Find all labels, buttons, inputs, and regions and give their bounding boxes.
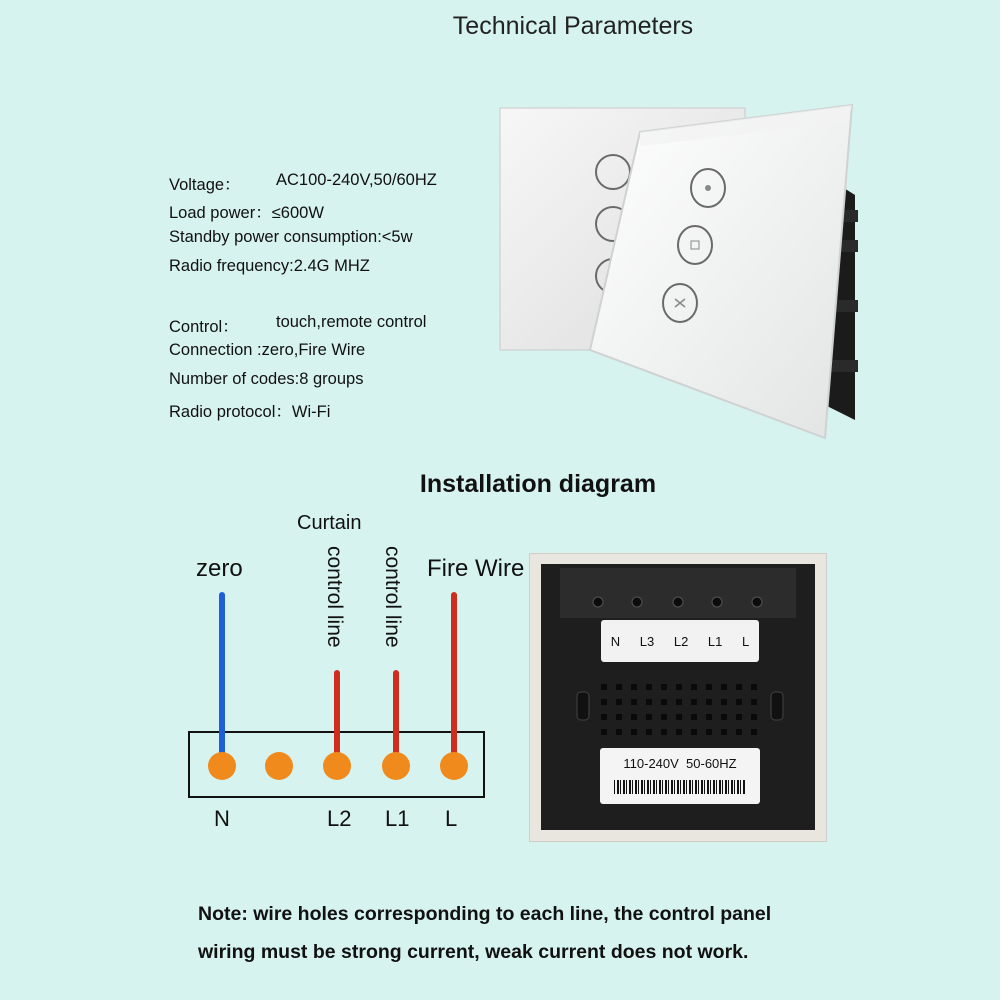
spec-connection	[169, 341, 365, 360]
sticker-terminal-l1: L1	[707, 633, 723, 649]
terminal-label-sticker	[601, 620, 759, 662]
terminal-l	[440, 752, 468, 780]
spec-label: Radio protocol：	[169, 403, 292, 421]
switch-back-panel	[529, 553, 827, 842]
spec-value: Wi-Fi	[291, 403, 331, 421]
barcode	[614, 780, 746, 794]
spec-radio-protocol	[169, 398, 330, 422]
spec-voltage	[169, 171, 437, 195]
wiring-diagram	[180, 585, 500, 805]
spec-radio-frequency	[169, 257, 370, 276]
spec-label: Control：	[169, 318, 239, 336]
note-line-2: wiring must be strong current, weak current does not work.	[198, 941, 749, 963]
spec-control	[169, 313, 427, 337]
terminal-l1	[382, 752, 410, 780]
fire-wire-label: Fire Wire	[427, 555, 525, 582]
rating-sticker	[600, 748, 760, 804]
terminal-label-n: N	[214, 806, 230, 831]
spec-value: touch,remote control	[276, 313, 427, 331]
spec-label: Number of codes:8 groups	[169, 370, 364, 388]
sticker-terminal-l2: L2	[673, 633, 689, 649]
spec-label: Standby power consumption:<5w	[169, 228, 413, 246]
switch-product-image	[490, 100, 870, 445]
page-title: Technical Parameters	[452, 12, 694, 40]
curtain-label: Curtain	[297, 512, 362, 534]
sticker-terminal-l: L	[741, 633, 750, 649]
spec-label: Radio frequency:2.4G MHZ	[169, 257, 370, 275]
terminal-label-l2: L2	[327, 806, 352, 831]
spec-standby	[169, 228, 413, 247]
sticker-terminal-n: N	[610, 633, 621, 649]
rating-text: 110-240V 50-60HZ	[623, 756, 737, 771]
sticker-terminal-l3: L3	[639, 633, 655, 649]
spec-label: Connection :zero,Fire Wire	[169, 341, 366, 359]
control-line-2-label: control line	[323, 546, 346, 648]
spec-label: Voltage：	[169, 176, 241, 194]
spec-label: Load power：	[169, 204, 272, 222]
terminal-label-l: L	[445, 806, 458, 831]
installation-diagram-title: Installation diagram	[419, 470, 657, 498]
terminal-empty	[265, 752, 293, 780]
note-line-1: Note: wire holes corresponding to each line, the control panel	[198, 903, 772, 925]
zero-label: zero	[196, 555, 243, 582]
spec-value: ≤600W	[271, 204, 324, 222]
spec-codes	[169, 370, 363, 389]
terminal-l2	[323, 752, 351, 780]
terminal-label-l1: L1	[385, 806, 410, 831]
spec-value: AC100-240V,50/60HZ	[276, 171, 437, 189]
terminal-n	[208, 752, 236, 780]
spec-load-power	[169, 199, 324, 223]
control-line-1-label: control line	[381, 546, 404, 648]
